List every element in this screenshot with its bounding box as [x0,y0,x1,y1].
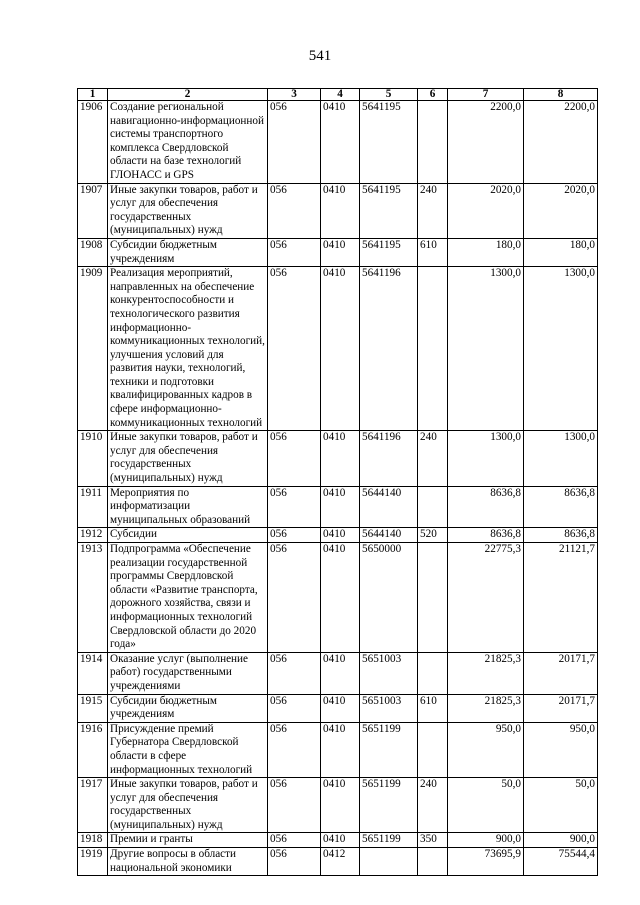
expense-type-code [418,652,448,694]
ministry-code: 056 [268,543,321,653]
amount-year-1: 1300,0 [448,267,524,431]
row-number: 1917 [78,778,108,833]
ministry-code: 056 [268,778,321,833]
amount-year-1: 21825,3 [448,694,524,722]
ministry-code: 056 [268,722,321,777]
section-code: 0410 [321,528,360,543]
row-name: Создание региональной навигационно-информационной системы транспортного комплекса Свердловской области на базе технологий ГЛОНАСС и GPS [108,101,268,184]
amount-year-2: 900,0 [524,833,598,848]
ministry-code: 056 [268,238,321,266]
row-number: 1909 [78,267,108,431]
target-article-code: 5644140 [360,486,418,528]
amount-year-1: 8636,8 [448,486,524,528]
row-name: Субсидии [108,528,268,543]
row-name: Иные закупки товаров, работ и услуг для обеспечения государственных (муниципальных) нужд [108,431,268,486]
section-code: 0410 [321,722,360,777]
expense-type-code: 240 [418,183,448,238]
section-code: 0410 [321,694,360,722]
row-number: 1919 [78,848,108,876]
ministry-code: 056 [268,848,321,876]
row-name: Реализация мероприятий, направленных на обеспечение конкурентоспособности и технологического развития информационно-коммуникационных технологий, улучшения условий для развития науки, технологий, техники и подготовки квалифицированных кадров в сфере информационно-коммуникационных технологий [108,267,268,431]
section-code: 0410 [321,778,360,833]
col-header-3: 3 [268,89,321,101]
amount-year-1: 73695,9 [448,848,524,876]
table-row [78,652,598,694]
amount-year-2: 2200,0 [524,101,598,184]
expense-type-code [418,848,448,876]
amount-year-2: 20171,7 [524,694,598,722]
table-row [78,267,598,431]
amount-year-1: 180,0 [448,238,524,266]
section-code: 0412 [321,848,360,876]
budget-table [77,88,598,876]
expense-type-code: 610 [418,694,448,722]
col-header-7: 7 [448,89,524,101]
expense-type-code: 240 [418,431,448,486]
amount-year-1: 21825,3 [448,652,524,694]
amount-year-2: 50,0 [524,778,598,833]
ministry-code: 056 [268,652,321,694]
target-article-code: 5651199 [360,833,418,848]
expense-type-code [418,101,448,184]
table-row [78,486,598,528]
ministry-code: 056 [268,267,321,431]
page-number: 541 [308,48,332,64]
expense-type-code [418,722,448,777]
table-row [78,183,598,238]
ministry-code: 056 [268,101,321,184]
amount-year-1: 8636,8 [448,528,524,543]
section-code: 0410 [321,183,360,238]
row-name: Присуждение премий Губернатора Свердловской области в сфере информационных технологий [108,722,268,777]
target-article-code: 5641196 [360,431,418,486]
amount-year-1: 900,0 [448,833,524,848]
amount-year-2: 8636,8 [524,486,598,528]
row-number: 1906 [78,101,108,184]
amount-year-2: 180,0 [524,238,598,266]
row-number: 1907 [78,183,108,238]
table-row [78,431,598,486]
table-row [78,238,598,266]
row-name: Премии и гранты [108,833,268,848]
row-number: 1910 [78,431,108,486]
section-code: 0410 [321,652,360,694]
expense-type-code [418,486,448,528]
col-header-6: 6 [418,89,448,101]
row-name: Другие вопросы в области национальной экономики [108,848,268,876]
target-article-code: 5651199 [360,722,418,777]
ministry-code: 056 [268,486,321,528]
col-header-2: 2 [108,89,268,101]
row-number: 1918 [78,833,108,848]
table-row [78,528,598,543]
row-number: 1912 [78,528,108,543]
expense-type-code [418,543,448,653]
amount-year-1: 950,0 [448,722,524,777]
table-row [78,722,598,777]
target-article-code: 5651199 [360,778,418,833]
table-row [78,101,598,184]
table-row [78,848,598,876]
amount-year-2: 20171,7 [524,652,598,694]
row-number: 1915 [78,694,108,722]
target-article-code: 5641195 [360,101,418,184]
amount-year-2: 8636,8 [524,528,598,543]
row-name: Оказание услуг (выполнение работ) государственными учреждениями [108,652,268,694]
section-code: 0410 [321,101,360,184]
table-row [78,778,598,833]
amount-year-1: 2020,0 [448,183,524,238]
section-code: 0410 [321,431,360,486]
target-article-code: 5644140 [360,528,418,543]
target-article-code: 5641195 [360,238,418,266]
row-number: 1908 [78,238,108,266]
expense-type-code [418,267,448,431]
table-row [78,543,598,653]
section-code: 0410 [321,267,360,431]
target-article-code: 5651003 [360,652,418,694]
row-name: Подпрограмма «Обеспечение реализации государственной программы Свердловской области «Развитие транспорта, дорожного хозяйства, связи и информационных технологий Свердловской области до 2020 года» [108,543,268,653]
row-number: 1916 [78,722,108,777]
amount-year-2: 1300,0 [524,431,598,486]
table-body [78,101,598,876]
section-code: 0410 [321,543,360,653]
target-article-code: 5641195 [360,183,418,238]
table-row [78,833,598,848]
amount-year-1: 22775,3 [448,543,524,653]
row-number: 1914 [78,652,108,694]
target-article-code: 5650000 [360,543,418,653]
section-code: 0410 [321,833,360,848]
row-number: 1911 [78,486,108,528]
row-name: Мероприятия по информатизации муниципальных образований [108,486,268,528]
amount-year-1: 2200,0 [448,101,524,184]
target-article-code [360,848,418,876]
amount-year-2: 21121,7 [524,543,598,653]
amount-year-2: 950,0 [524,722,598,777]
col-header-4: 4 [321,89,360,101]
amount-year-2: 75544,4 [524,848,598,876]
ministry-code: 056 [268,694,321,722]
amount-year-1: 50,0 [448,778,524,833]
row-name: Иные закупки товаров, работ и услуг для обеспечения государственных (муниципальных) нужд [108,183,268,238]
section-code: 0410 [321,486,360,528]
col-header-8: 8 [524,89,598,101]
row-name: Иные закупки товаров, работ и услуг для обеспечения государственных (муниципальных) нужд [108,778,268,833]
row-name: Субсидии бюджетным учреждениям [108,238,268,266]
amount-year-1: 1300,0 [448,431,524,486]
expense-type-code: 610 [418,238,448,266]
col-header-5: 5 [360,89,418,101]
ministry-code: 056 [268,528,321,543]
row-name: Субсидии бюджетным учреждениям [108,694,268,722]
section-code: 0410 [321,238,360,266]
expense-type-code: 240 [418,778,448,833]
table-row [78,694,598,722]
ministry-code: 056 [268,833,321,848]
expense-type-code: 520 [418,528,448,543]
expense-type-code: 350 [418,833,448,848]
row-number: 1913 [78,543,108,653]
target-article-code: 5651003 [360,694,418,722]
ministry-code: 056 [268,183,321,238]
amount-year-2: 1300,0 [524,267,598,431]
ministry-code: 056 [268,431,321,486]
table-header [78,89,598,101]
col-header-1: 1 [78,89,108,101]
amount-year-2: 2020,0 [524,183,598,238]
target-article-code: 5641196 [360,267,418,431]
